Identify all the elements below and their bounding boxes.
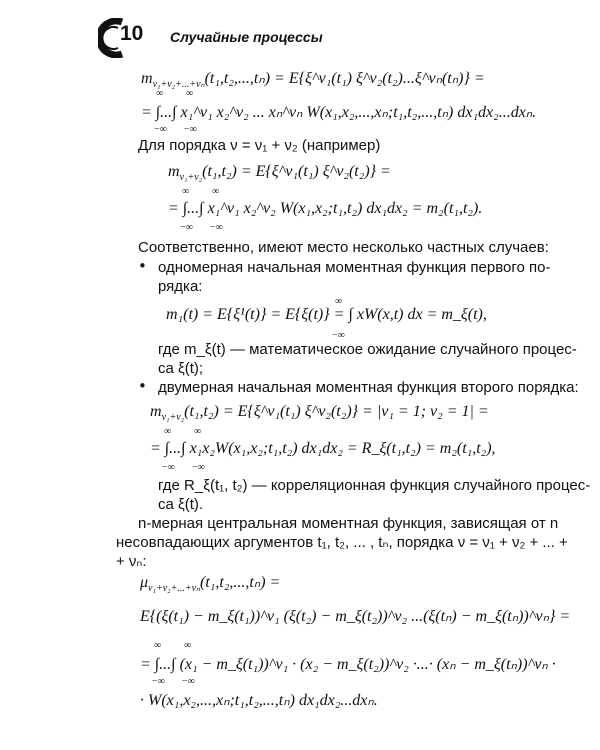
paragraph-central-line-3: + νₙ: (116, 553, 147, 570)
caption-1-line-1: где m_ξ(t) — математическое ожидание случайного процес- (158, 341, 577, 358)
running-head: Случайные процессы (170, 29, 323, 45)
bullet-2: • (138, 377, 147, 395)
bullet-1-line-2: рядка: (158, 278, 203, 295)
formula-1-line-2: = ∫...∫ x₁^ν₁ x₂^ν₂ ... xₙ^νₙ W(x₁,x₂,...,xₙ;t₁,t₂,...,tₙ) dx₁dx₂...dxₙ. (141, 104, 537, 121)
formula-3: m₁(t) = E{ξ¹(t)} = E{ξ(t)} = ∫ xW(x,t) dx = m_ξ(t), (166, 306, 487, 323)
formula-5-line-2: E{(ξ(t₁) − m_ξ(t₁))^ν₁ (ξ(t₂) − m_ξ(t₂))^ν₂ ...(ξ(tₙ) − m_ξ(tₙ))^νₙ} = (140, 608, 571, 625)
formula-2-line-2: = ∫...∫ x₁^ν₁ x₂^ν₂ W(x₁,x₂;t₁,t₂) dx₁dx₂ = m₂(t₁,t₂). (168, 200, 483, 217)
book-page: 10 Случайные процессы $m_{\nu_1+\nu_2+...+\nu_n}(t_1,t_2,...,t_n)$ = E{ξ^ν₁(t₁) ξ^ν₂(t₂)...ξ^νₙ(tₙ)} = ∞ ∞ = ∫...∫ x₁^ν₁ x₂^ν₂ ... xₙ^νₙ W(x₁,x₂,...,xₙ;t₁,t₂,...,tₙ) dx₁dx₂...dxₙ. −∞ −∞ Для порядка ν = ν₁ + ν₂ (например) $m_{\nu_1+\nu_2}(t_1,t_2)$ = E{ξ^ν₁(t₁) ξ^ν₂(t₂)} = ∞ ∞ = ∫...∫ x₁^ν₁ x₂^ν₂ W(x₁,x₂;t₁,t₂) dx₁dx₂ = m₂(t₁,t₂). −∞ −∞ Соответственно, имеют место несколько частных случаев: • одномерная начальная моментная функция первого по- рядка: ∞ m₁(t) = E{ξ¹(t)} = E{ξ(t)} = ∫ xW(x,t) dx = m_ξ(t), −∞ где m_ξ(t) — математическое ожидание случайного процес- са ξ(t); • двумерная начальная моментная функция второго порядка: $m_{\nu_1+\nu_2}(t_1,t_2)$ = E{ξ^ν₁(t₁) ξ^ν₂(t₂)} = |ν₁ = 1; ν₂ = 1| = ∞ ∞ = ∫...∫ x₁x₂W(x₁,x₂;t₁,t₂) dx₁dx₂ = R_ξ(t₁,t₂) = m₂(t₁,t₂), −∞ −∞ где R_ξ(t₁, t₂) — корреляционная функция случайного процес- са ξ(t). n-мерная центральная моментная функция, зависящая от n несовпадающих аргументов t₁, t₂, ... , tₙ, порядка ν = ν₁ + ν₂ + ... + + νₙ: $\mu_{\nu_1+\nu_2+...+\nu_n}(t_1,t_2,...,t_n)$ = E{(ξ(t₁) − m_ξ(t₁))^ν₁ (ξ(t₂) − m_ξ(t₂))^ν₂ ...(ξ(tₙ) − m_ξ(tₙ))^νₙ} = ∞ ∞ = ∫...∫ (x₁ − m_ξ(t₁))^ν₁ · (x₂ − m_ξ(t₂))^ν₂ ·...· (xₙ − m_ξ(tₙ))^νₙ · −∞ −∞ · W(x₁,x₂,...,xₙ;t₁,t₂,...,tₙ) dx₁dx₂...dxₙ. (0, 0, 600, 750)
paragraph-cases: Соответственно, имеют место несколько частных случаев: (138, 239, 549, 256)
caption-2-line-1: где R_ξ(t₁, t₂) — корреляционная функция случайного процес- (158, 477, 591, 494)
formula-4-line-2: = ∫...∫ x₁x₂W(x₁,x₂;t₁,t₂) dx₁dx₂ = R_ξ(t₁,t₂) = m₂(t₁,t₂), (150, 440, 496, 457)
paragraph-central-line-2: несовпадающих аргументов t₁, t₂, ... , tₙ, порядка ν = ν₁ + ν₂ + ... + (116, 534, 568, 551)
formula-5-line-4: · W(x₁,x₂,...,xₙ;t₁,t₂,...,tₙ) dx₁dx₂...dxₙ. (140, 692, 378, 709)
bullet-1-line-1: одномерная начальная моментная функция первого по- (158, 259, 551, 276)
formula-1-line-1: $m_{\nu_1+\nu_2+...+\nu_n}(t_1,t_2,...,t_n)$ = E{ξ^ν₁(t₁) ξ^ν₂(t₂)...ξ^νₙ(tₙ)} = (141, 70, 485, 91)
formula-5-line-3: = ∫...∫ (x₁ − m_ξ(t₁))^ν₁ · (x₂ − m_ξ(t₂))^ν₂ ·...· (xₙ − m_ξ(tₙ))^νₙ · (140, 656, 556, 673)
paragraph-central-line-1: n-мерная центральная моментная функция, зависящая от n (138, 515, 559, 532)
paragraph-order: Для порядка ν = ν₁ + ν₂ (например) (138, 137, 381, 154)
page-number: 10 (120, 22, 144, 45)
page-header (98, 18, 558, 58)
caption-2-line-2: са ξ(t). (158, 496, 204, 513)
bullet-1: • (138, 257, 147, 275)
formula-4-line-1: $m_{\nu_1+\nu_2}(t_1,t_2)$ = E{ξ^ν₁(t₁) ξ^ν₂(t₂)} = |ν₁ = 1; ν₂ = 1| = (150, 403, 489, 424)
bullet-2-line-1: двумерная начальная моментная функция второго порядка: (158, 379, 579, 396)
formula-2-line-1: $m_{\nu_1+\nu_2}(t_1,t_2)$ = E{ξ^ν₁(t₁) ξ^ν₂(t₂)} = (168, 163, 391, 184)
formula-5-line-1: $\mu_{\nu_1+\nu_2+...+\nu_n}(t_1,t_2,...,t_n)$ = (140, 574, 281, 595)
caption-1-line-2: са ξ(t); (158, 360, 204, 377)
